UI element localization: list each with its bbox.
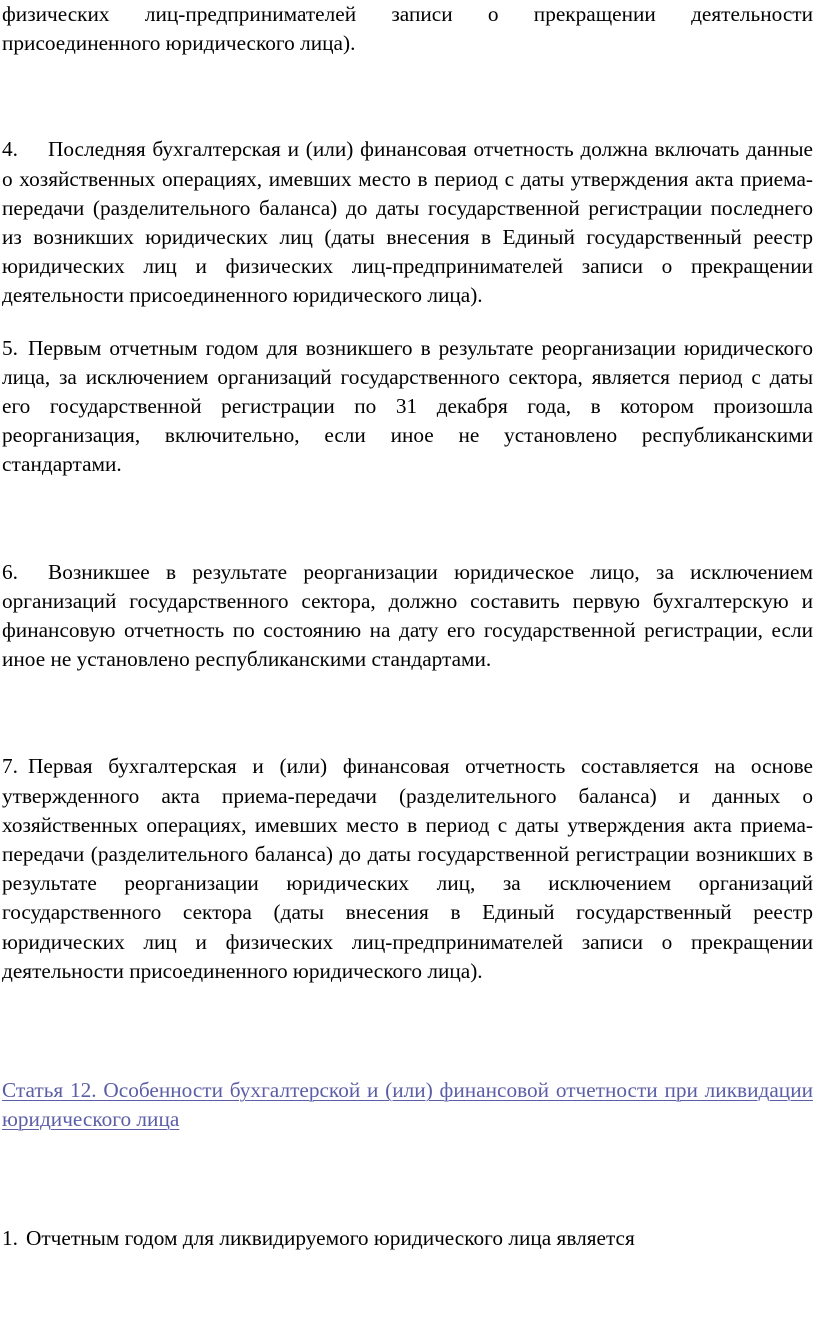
continuation-paragraph: физических лиц-предпринимателей записи о прекращении деятельности присоединенного юридического лица). bbox=[2, 2, 813, 56]
item-7-paragraph bbox=[2, 752, 813, 986]
article-12-item-1-paragraph bbox=[2, 1224, 813, 1253]
article-12-heading bbox=[2, 1076, 813, 1134]
item-4-number: 4. bbox=[2, 137, 18, 162]
item-4-text: Последняя бухгалтерская и (или) финансовая отчетность должна включать данные о хозяйственных операциях, имевших место в период с даты утверждения акта приема-передачи (разделительного баланса) до даты государственной регистрации последнего из возникших юридических лиц (даты внесения в Единый государственный реестр юридических лиц и физических лиц-предпринимателей записи о прекращении деятельности присоединенного юридического лица). bbox=[2, 137, 813, 308]
document-page bbox=[2, 0, 813, 1254]
item-6-text: Возникшее в результате реорганизации юридическое лицо, за исключением организаций государственного сектора, должно составить первую бухгалтерскую и финансовую отчетность по состоянию на дату его государственной регистрации, если иное не установлено республиканскими стандартами. bbox=[2, 559, 813, 672]
item-7-number: 7. bbox=[2, 754, 18, 779]
article-12-item-1-number: 1. bbox=[2, 1226, 18, 1251]
article-12-item-1-text: Отчетным годом для ликвидируемого юридического лица является bbox=[25, 1226, 635, 1251]
item-5-paragraph bbox=[2, 334, 813, 480]
item-7-text: Первая бухгалтерская и (или) финансовая отчетность составляется на основе утвержденного акта приема-передачи (разделительного баланса) и данных о хозяйственных операциях, имевших место в период с даты утверждения акта приема-передачи (разделительного баланса) до даты государственной регистрации возникших в результате реорганизации юридических лиц, за исключением организаций государственного сектора (даты внесения в Единый государственный реестр юридических лиц и физических лиц-предпринимателей записи о прекращении деятельности присоединенного юридического лица). bbox=[2, 754, 813, 983]
item-4-paragraph bbox=[2, 135, 813, 310]
item-5-text: Первым отчетным годом для возникшего в результате реорганизации юридического лица, за исключением организаций государственного сектора, является период с даты его государственной регистрации по 31 декабря года, в котором произошла реорганизация, включительно, если иное не установлено республиканскими стандартами. bbox=[2, 335, 813, 477]
item-6-paragraph bbox=[2, 558, 813, 675]
item-5-number: 5. bbox=[2, 335, 18, 360]
article-12-link[interactable]: Статья 12. Особенности бухгалтерской и (или) финансовой отчетности при ликвидации юридического лица bbox=[2, 1078, 813, 1132]
item-6-number: 6. bbox=[2, 559, 18, 584]
